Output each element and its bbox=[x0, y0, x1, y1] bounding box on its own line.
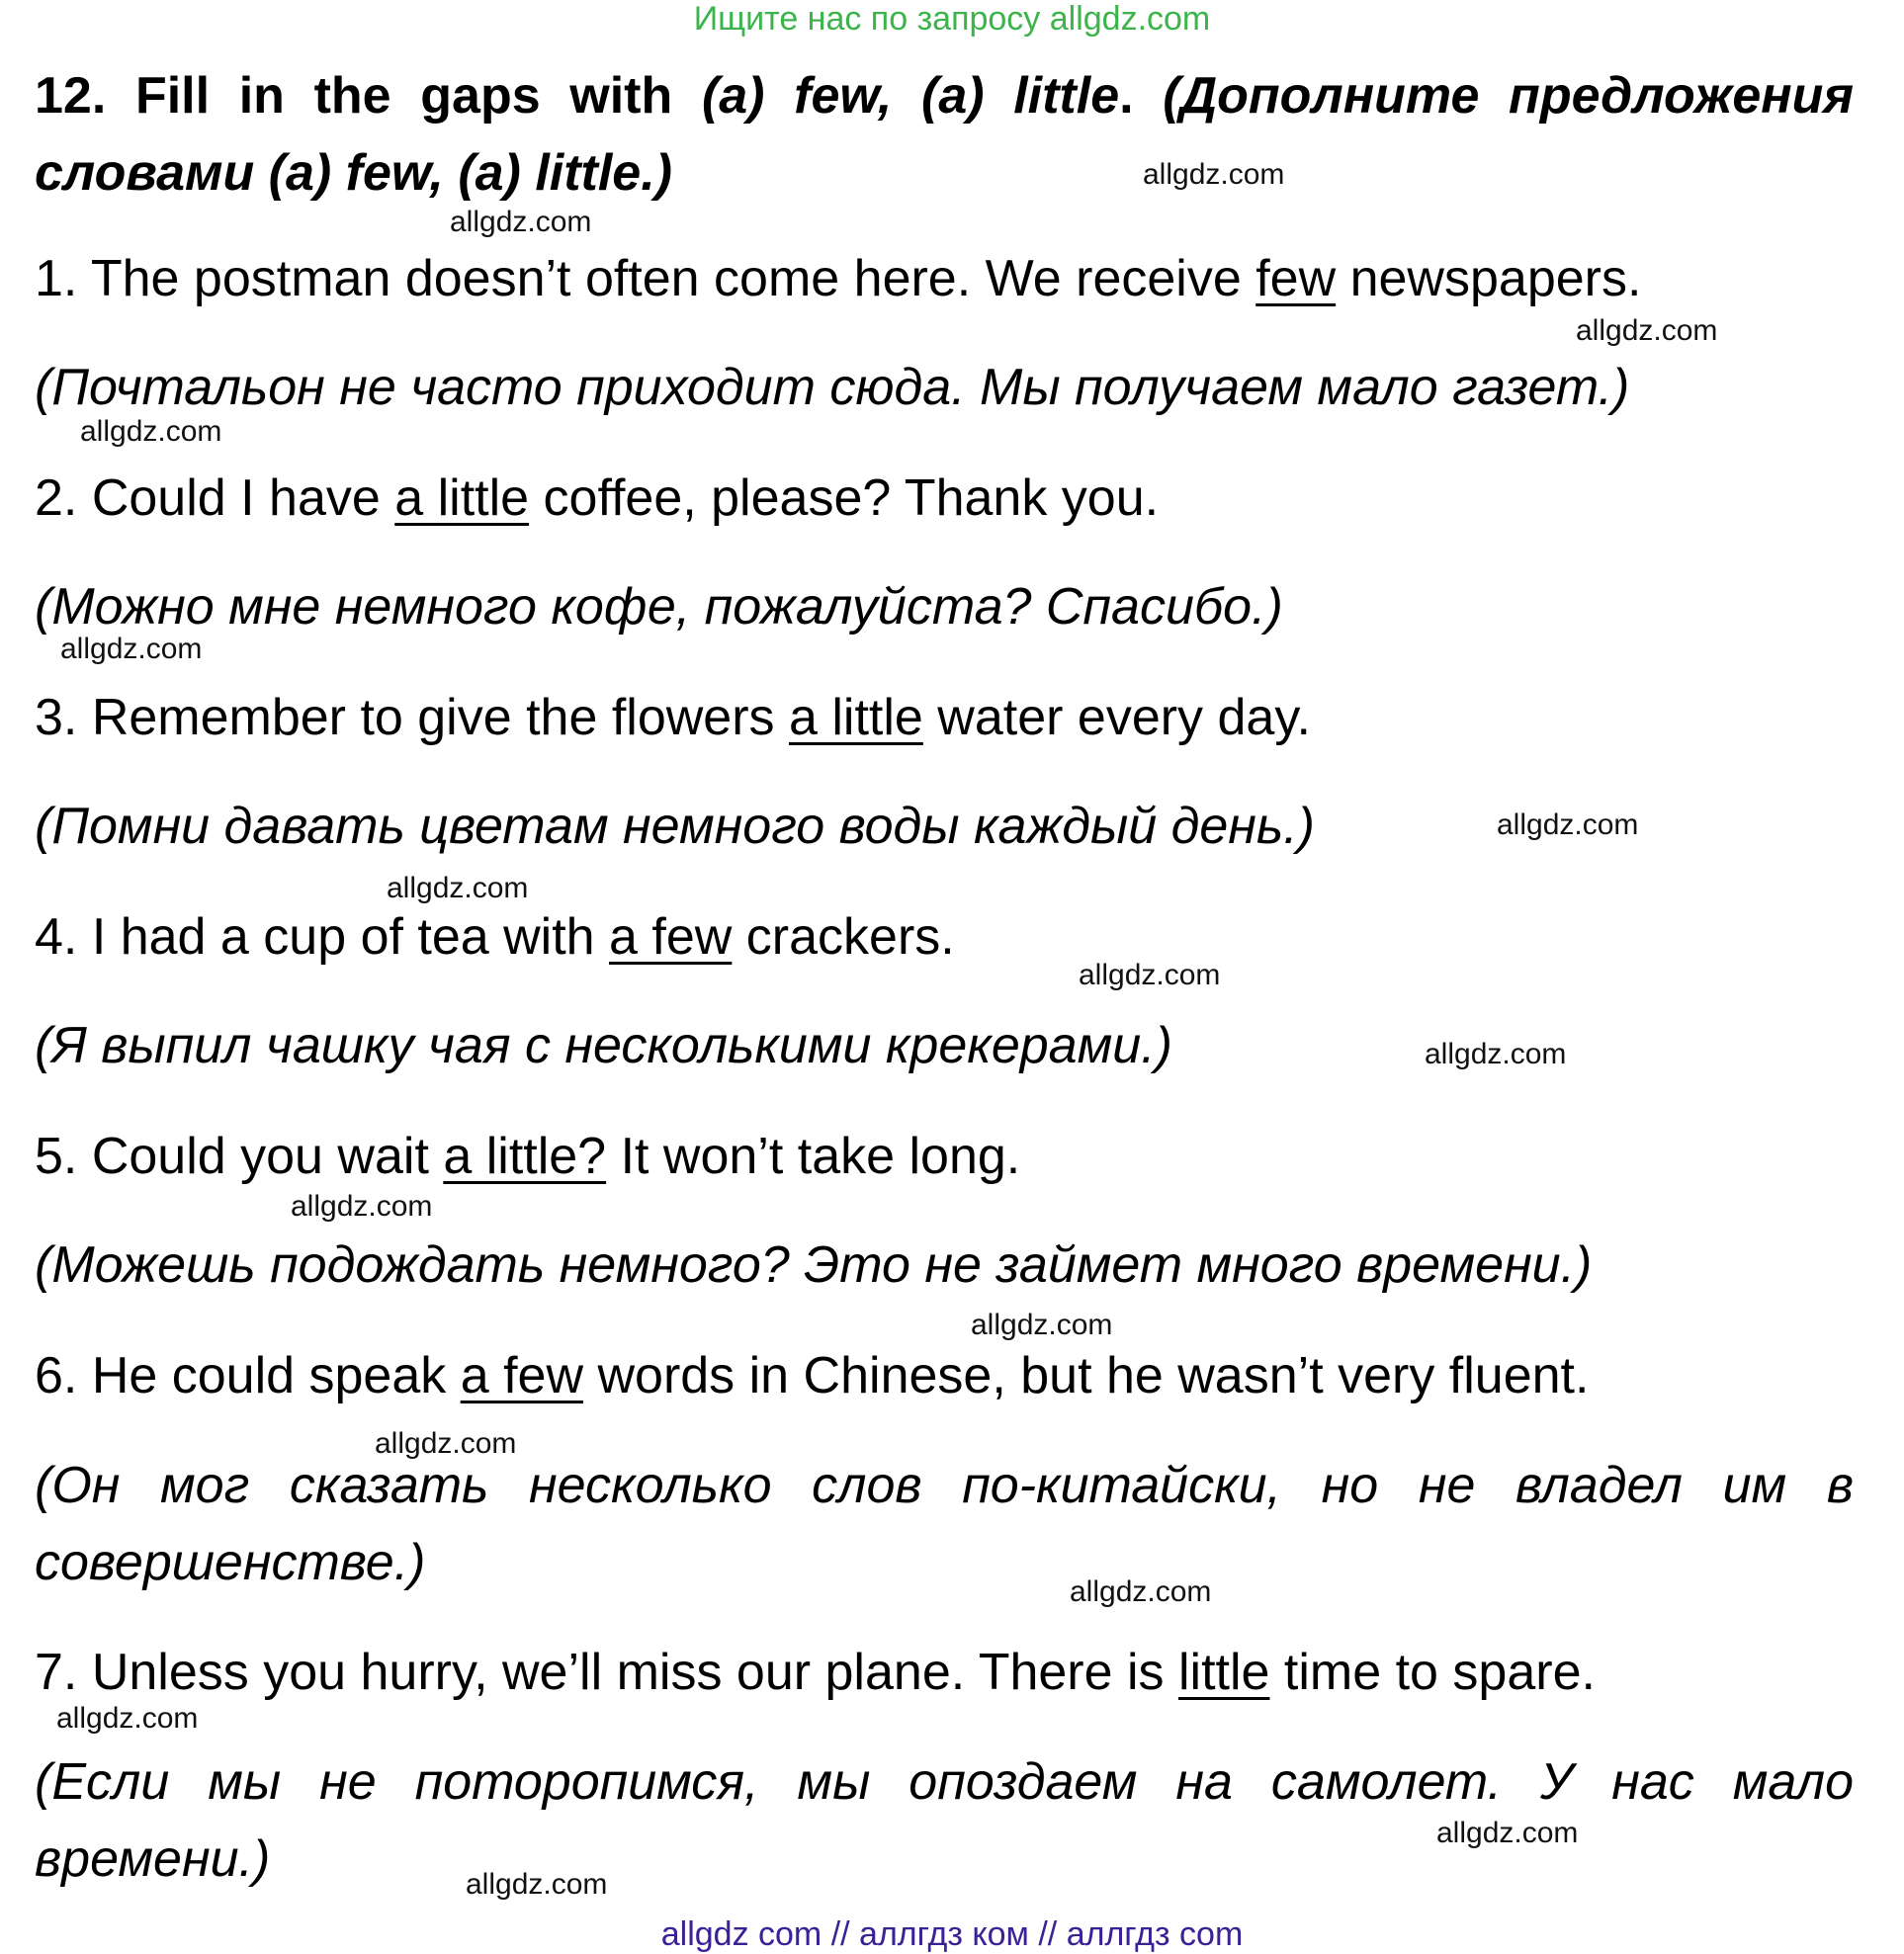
exercise-instruction: Fill in the gaps with bbox=[134, 67, 673, 125]
watermark: allgdz.com bbox=[1425, 1038, 1567, 1070]
exercise-options: (a) few, (a) little bbox=[701, 67, 1120, 125]
heading-period: . bbox=[1119, 67, 1134, 125]
watermark: allgdz.com bbox=[971, 1309, 1113, 1341]
answer-1: few bbox=[1255, 250, 1337, 307]
watermark: allgdz.com bbox=[80, 415, 222, 448]
top-banner: Ищите нас по запросу allgdz.com bbox=[693, 0, 1211, 38]
sentence-text: time to spare. bbox=[1283, 1644, 1596, 1701]
translation-4: (Я выпил чашку чая с несколькими крекерами.) bbox=[35, 1017, 1172, 1074]
watermark: allgdz.com bbox=[1576, 314, 1718, 347]
sentence-text: 1. The postman doesn’t often come here. We receive bbox=[35, 250, 1242, 307]
watermark: allgdz.com bbox=[387, 872, 529, 904]
sentence-text: 5. Could you wait bbox=[35, 1128, 429, 1185]
watermark: allgdz.com bbox=[1497, 808, 1639, 841]
sentence-text: coffee, please? Thank you. bbox=[543, 469, 1160, 527]
sentence-4 bbox=[35, 907, 955, 967]
exercise-number: 12. bbox=[35, 67, 107, 125]
sentence-7 bbox=[35, 1643, 1596, 1702]
answer-5: a little? bbox=[443, 1128, 607, 1185]
sentence-1 bbox=[35, 249, 1641, 308]
sentence-text: words in Chinese, but he wasn’t very fluent. bbox=[597, 1347, 1590, 1404]
watermark: allgdz.com bbox=[1070, 1575, 1212, 1608]
answer-6: a few bbox=[460, 1347, 584, 1404]
watermark: allgdz.com bbox=[291, 1190, 433, 1223]
translation-5: (Можешь подождать немного? Это не займет много времени.) bbox=[35, 1236, 1593, 1294]
sentence-5 bbox=[35, 1127, 1020, 1186]
watermark: allgdz.com bbox=[375, 1427, 517, 1460]
translation-6: (Он мог сказать несколько слов по-китайски, но не владел им в совершенстве.) bbox=[35, 1457, 1854, 1591]
answer-3: a little bbox=[789, 689, 923, 746]
footer-banner: allgdz com // аллгдз ком // аллгдз com bbox=[660, 1915, 1244, 1953]
exercise-heading bbox=[35, 57, 1854, 212]
sentence-text: 2. Could I have bbox=[35, 469, 381, 527]
sentence-text: 6. He could speak bbox=[35, 1347, 447, 1404]
sentence-text: 7. Unless you hurry, we’ll miss our plane. There is bbox=[35, 1644, 1165, 1701]
sentence-text: 3. Remember to give the flowers bbox=[35, 689, 775, 746]
sentence-3 bbox=[35, 688, 1311, 747]
sentence-text: water every day. bbox=[937, 689, 1311, 746]
translation-1: (Почтальон не часто приходит сюда. Мы получаем мало газет.) bbox=[35, 359, 1630, 416]
sentence-text: crackers. bbox=[745, 908, 955, 966]
exercise-instruction-russian: (Дополните предложения словами (a) few, (a) little.) bbox=[35, 67, 1855, 202]
watermark: allgdz.com bbox=[1079, 959, 1221, 991]
translation-2: (Можно мне немного кофе, пожалуйста? Спасибо.) bbox=[35, 578, 1283, 636]
answer-7: little bbox=[1177, 1644, 1270, 1701]
watermark: allgdz.com bbox=[450, 206, 592, 238]
answer-4: a few bbox=[609, 908, 733, 966]
sentence-6 bbox=[35, 1346, 1589, 1405]
translation-7: (Если мы не поторопимся, мы опоздаем на самолет. У нас мало времени.) bbox=[35, 1753, 1854, 1888]
watermark: allgdz.com bbox=[56, 1702, 199, 1735]
answer-2: a little bbox=[394, 469, 530, 527]
sentence-text: 4. I had a cup of tea with bbox=[35, 908, 595, 966]
watermark: allgdz.com bbox=[60, 633, 203, 665]
watermark: allgdz.com bbox=[466, 1868, 608, 1901]
sentence-text: newspapers. bbox=[1349, 250, 1642, 307]
watermark: allgdz.com bbox=[1143, 158, 1285, 191]
sentence-text: It won’t take long. bbox=[620, 1128, 1021, 1185]
watermark: allgdz.com bbox=[1436, 1817, 1579, 1849]
sentence-2 bbox=[35, 468, 1159, 528]
translation-3: (Помни давать цветам немного воды каждый день.) bbox=[35, 798, 1315, 855]
